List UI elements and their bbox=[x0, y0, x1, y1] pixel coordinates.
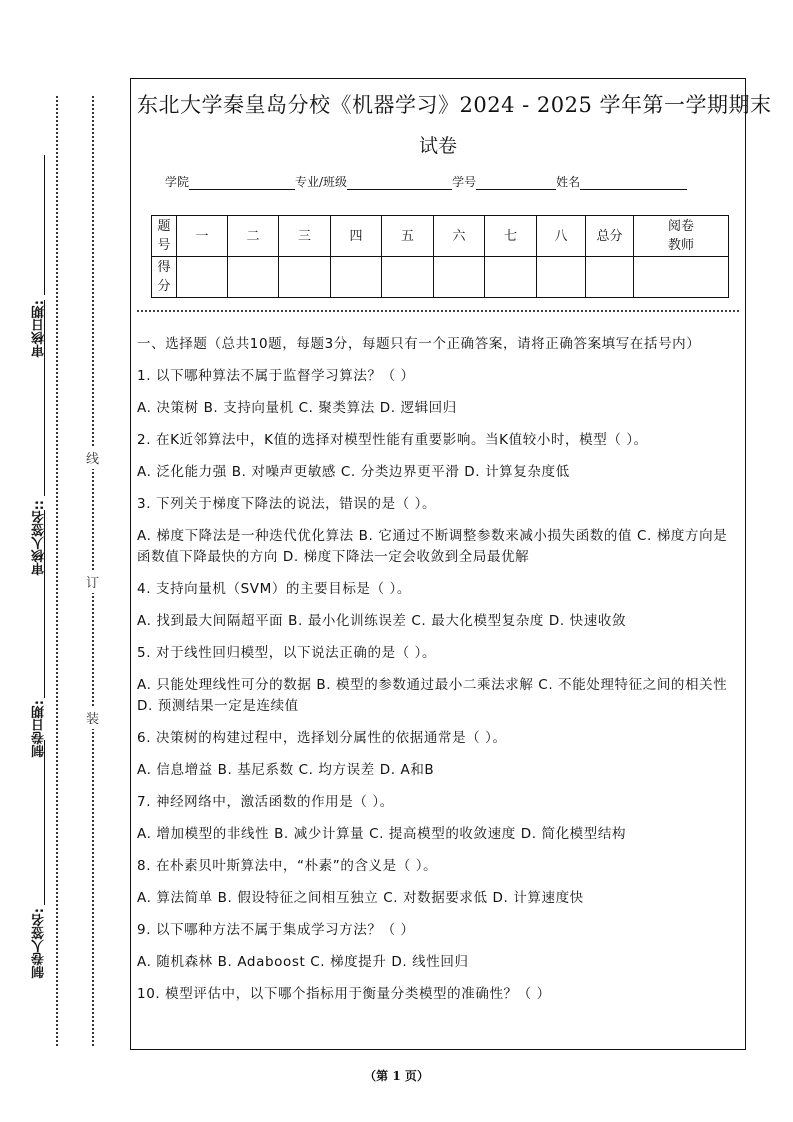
label-preparation-date: 制卷日期: bbox=[32, 700, 47, 758]
question-4: 4. 支持向量机（SVM）的主要目标是（ ）。 bbox=[137, 581, 411, 597]
score-table bbox=[151, 215, 729, 298]
section-heading: 一、选择题（总共10题，每题3分，每题只有一个正确答案，请将正确答案填写在括号内） bbox=[137, 336, 701, 352]
col-grader: 阅卷 教师 bbox=[634, 216, 729, 257]
question-3-options: A. 梯度下降法是一种迭代优化算法 B. 它通过不断调整参数来减小损失函数的值 C. 梯度方向是函数值下降最快的方向 D. 梯度下降法一定会收敛到全局最优解 bbox=[137, 528, 728, 565]
question-section bbox=[137, 334, 739, 1016]
question-1-options: A. 决策树 B. 支持向量机 C. 聚类算法 D. 逻辑回归 bbox=[137, 400, 457, 416]
score-cell[interactable] bbox=[177, 257, 228, 298]
table-row bbox=[152, 216, 729, 257]
student-id-label: 学号 bbox=[452, 175, 477, 189]
col-6: 六 bbox=[434, 216, 485, 257]
score-cell[interactable] bbox=[331, 257, 382, 298]
question-3: 3. 下列关于梯度下降法的说法，错误的是（ ）。 bbox=[137, 496, 437, 512]
review-date-line[interactable] bbox=[44, 155, 45, 295]
col-4: 四 bbox=[331, 216, 382, 257]
col-8: 八 bbox=[537, 216, 586, 257]
college-label: 学院 bbox=[165, 175, 190, 189]
label-review-date: 审核日期: bbox=[32, 300, 47, 358]
table-row bbox=[152, 257, 729, 298]
student-id-field[interactable] bbox=[476, 175, 556, 190]
score-cell[interactable] bbox=[485, 257, 537, 298]
question-7: 7. 神经网络中，激活函数的作用是（ ）。 bbox=[137, 794, 394, 810]
score-cell[interactable] bbox=[279, 257, 331, 298]
major-class-field[interactable] bbox=[347, 175, 452, 190]
binding-mark-ding: 订 bbox=[86, 570, 99, 593]
name-field[interactable] bbox=[580, 175, 687, 190]
binding-mark-zhuang: 装 bbox=[86, 706, 99, 729]
score-cell[interactable] bbox=[228, 257, 279, 298]
question-1: 1. 以下哪种算法不属于监督学习算法？（ ） bbox=[137, 368, 415, 384]
row-label-score: 得 分 bbox=[152, 257, 177, 298]
score-cell[interactable] bbox=[586, 257, 634, 298]
label-preparer-signature: 制卷人签名: bbox=[32, 908, 47, 979]
question-10: 10. 模型评估中，以下哪个指标用于衡量分类模型的准确性？（ ） bbox=[137, 986, 551, 1002]
preparer-signature-line[interactable] bbox=[44, 740, 45, 905]
score-cell[interactable] bbox=[537, 257, 586, 298]
question-5-options: A. 只能处理线性可分的数据 B. 模型的参数通过最小二乘法求解 C. 不能处理特征之间的相关性 D. 预测结果一定是连续值 bbox=[137, 677, 728, 714]
page-number: （第 1 页） bbox=[364, 1069, 429, 1083]
question-9: 9. 以下哪种方法不属于集成学习方法？（ ） bbox=[137, 922, 415, 938]
col-5: 五 bbox=[382, 216, 434, 257]
question-4-options: A. 找到最大间隔超平面 B. 最小化训练误差 C. 最大化模型复杂度 D. 快速收敛 bbox=[137, 613, 627, 629]
student-info bbox=[165, 173, 687, 190]
separator bbox=[137, 310, 739, 312]
question-5: 5. 对于线性回归模型，以下说法正确的是（ ）。 bbox=[137, 645, 437, 661]
exam-frame bbox=[130, 78, 772, 1050]
question-7-options: A. 增加模型的非线性 B. 减少计算量 C. 提高模型的收敛速度 D. 简化模型结构 bbox=[137, 826, 627, 842]
score-cell[interactable] bbox=[434, 257, 485, 298]
question-2: 2. 在K近邻算法中，K值的选择对模型性能有重要影响。当K值较小时，模型（ ）。 bbox=[137, 432, 648, 448]
score-cell[interactable] bbox=[382, 257, 434, 298]
major-class-label: 专业/班级 bbox=[295, 175, 348, 189]
row-label-question: 题 号 bbox=[152, 216, 177, 257]
name-label: 姓名 bbox=[556, 175, 581, 189]
col-total: 总分 bbox=[586, 216, 634, 257]
exam-title: 东北大学秦皇岛分校《机器学习》2024 - 2025 学年第一学期期末 bbox=[137, 93, 772, 117]
question-9-options: A. 随机森林 B. Adaboost C. 梯度提升 D. 线性回归 bbox=[137, 954, 469, 970]
col-7: 七 bbox=[485, 216, 537, 257]
col-2: 二 bbox=[228, 216, 279, 257]
question-8-options: A. 算法简单 B. 假设特征之间相互独立 C. 对数据要求低 D. 计算速度快 bbox=[137, 890, 584, 906]
col-1: 一 bbox=[177, 216, 228, 257]
exam-subtitle: 试卷 bbox=[418, 135, 457, 157]
college-field[interactable] bbox=[189, 175, 295, 190]
question-6: 6. 决策树的构建过程中，选择划分属性的依据通常是（ ）。 bbox=[137, 730, 507, 746]
binding-mark-xian: 线 bbox=[86, 446, 99, 469]
label-reviewer-signature: 审核人签名:: bbox=[32, 500, 47, 576]
question-6-options: A. 信息增益 B. 基尼系数 C. 均方误差 D. A和B bbox=[137, 762, 435, 778]
question-2-options: A. 泛化能力强 B. 对噪声更敏感 C. 分类边界更平滑 D. 计算复杂度低 bbox=[137, 464, 570, 480]
score-cell[interactable] bbox=[634, 257, 729, 298]
cut-line-outer bbox=[56, 96, 58, 1046]
question-8: 8. 在朴素贝叶斯算法中，“朴素”的含义是（ ）。 bbox=[137, 858, 438, 874]
col-3: 三 bbox=[279, 216, 331, 257]
